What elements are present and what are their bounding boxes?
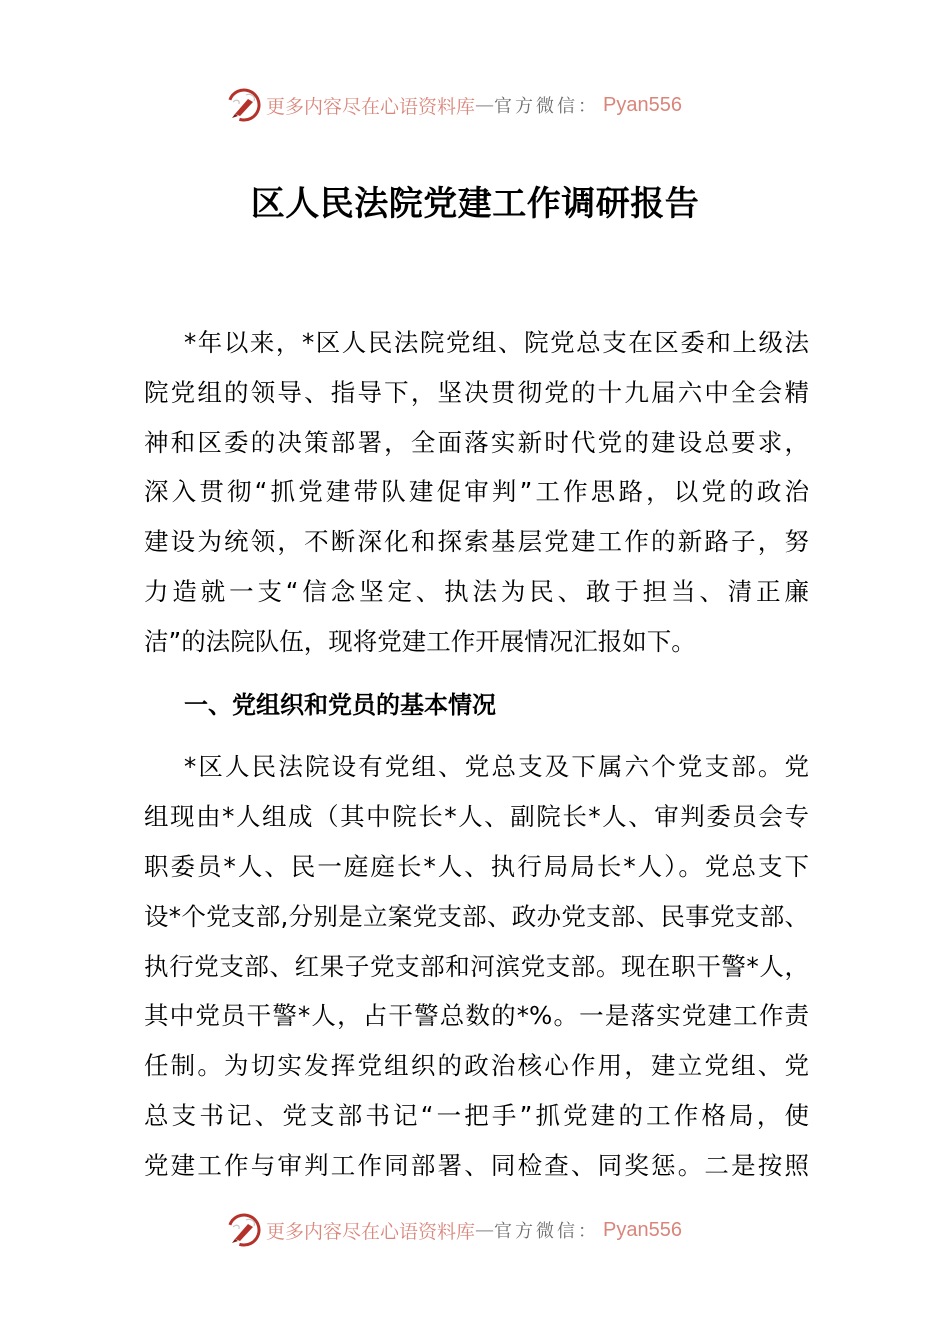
paragraph-line: 深入贯彻“抓党建带队建促审判”工作思路，以党的政治 [144,477,809,507]
paragraph-line: 其中党员干警*人，占干警总数的*%。一是落实党建工作责 [144,1001,809,1031]
paragraph-line: 组现由*人组成（其中院长*人、副院长*人、审判委员会专 [144,802,809,832]
watermark-wechat-label: 官方微信： [494,96,600,117]
watermark-banner-bottom [226,1208,726,1252]
watermark-banner-top [226,83,726,127]
paragraph-line: 神和区委的决策部署，全面落实新时代党的建设总要求， [144,427,809,457]
pen-logo-icon [226,87,262,123]
paragraph-line: 职委员*人、民一庭庭长*人、执行局局长*人）。党总支下 [144,851,809,881]
paragraph-line: 执行党支部、红果子党支部和河滨党支部。现在职干警*人， [144,951,809,981]
paragraph-line: *区人民法院设有党组、党总支及下属六个党支部。党 [184,752,809,782]
paragraph-line: 力造就一支“信念坚定、执法为民、敢于担当、清正廉 [144,576,809,606]
watermark-wechat-id: Pyan556 [603,93,682,116]
paragraph-line: 总支书记、党支部书记“一把手”抓党建的工作格局，使 [144,1100,809,1130]
paragraph-line: 建设为统领，不断深化和探索基层党建工作的新路子，努 [144,527,809,557]
paragraph-basic-info [144,742,809,1190]
document-title: 区人民法院党建工作调研报告 [250,184,700,224]
watermark-separator: — [475,94,495,116]
watermark-separator: — [475,1219,495,1241]
paragraph-line: 任制。为切实发挥党组织的政治核心作用，建立党组、党 [144,1051,809,1081]
watermark-wechat-id: Pyan556 [603,1218,682,1241]
paragraph-line: *年以来，*区人民法院党组、院党总支在区委和上级法 [184,328,809,357]
paragraph-line: 院党组的领导、指导下，坚决贯彻党的十九届六中全会精 [144,377,809,407]
paragraph-line: 党建工作与审判工作同部署、同检查、同奖惩。二是按照 [144,1150,809,1180]
pen-logo-icon [226,1212,262,1248]
section-heading: 一、党组织和党员的基本情况 [184,690,496,719]
paragraph-intro [144,318,809,667]
paragraph-line: 设*个党支部,分别是立案党支部、政办党支部、民事党支部、 [144,901,809,931]
watermark-brand-text: 更多内容尽在心语资料库 [266,1220,476,1243]
watermark-brand-text: 更多内容尽在心语资料库 [266,95,476,118]
paragraph-line: 洁”的法院队伍，现将党建工作开展情况汇报如下。 [144,626,696,656]
watermark-wechat-label: 官方微信： [494,1221,600,1242]
document-body [144,318,809,1191]
